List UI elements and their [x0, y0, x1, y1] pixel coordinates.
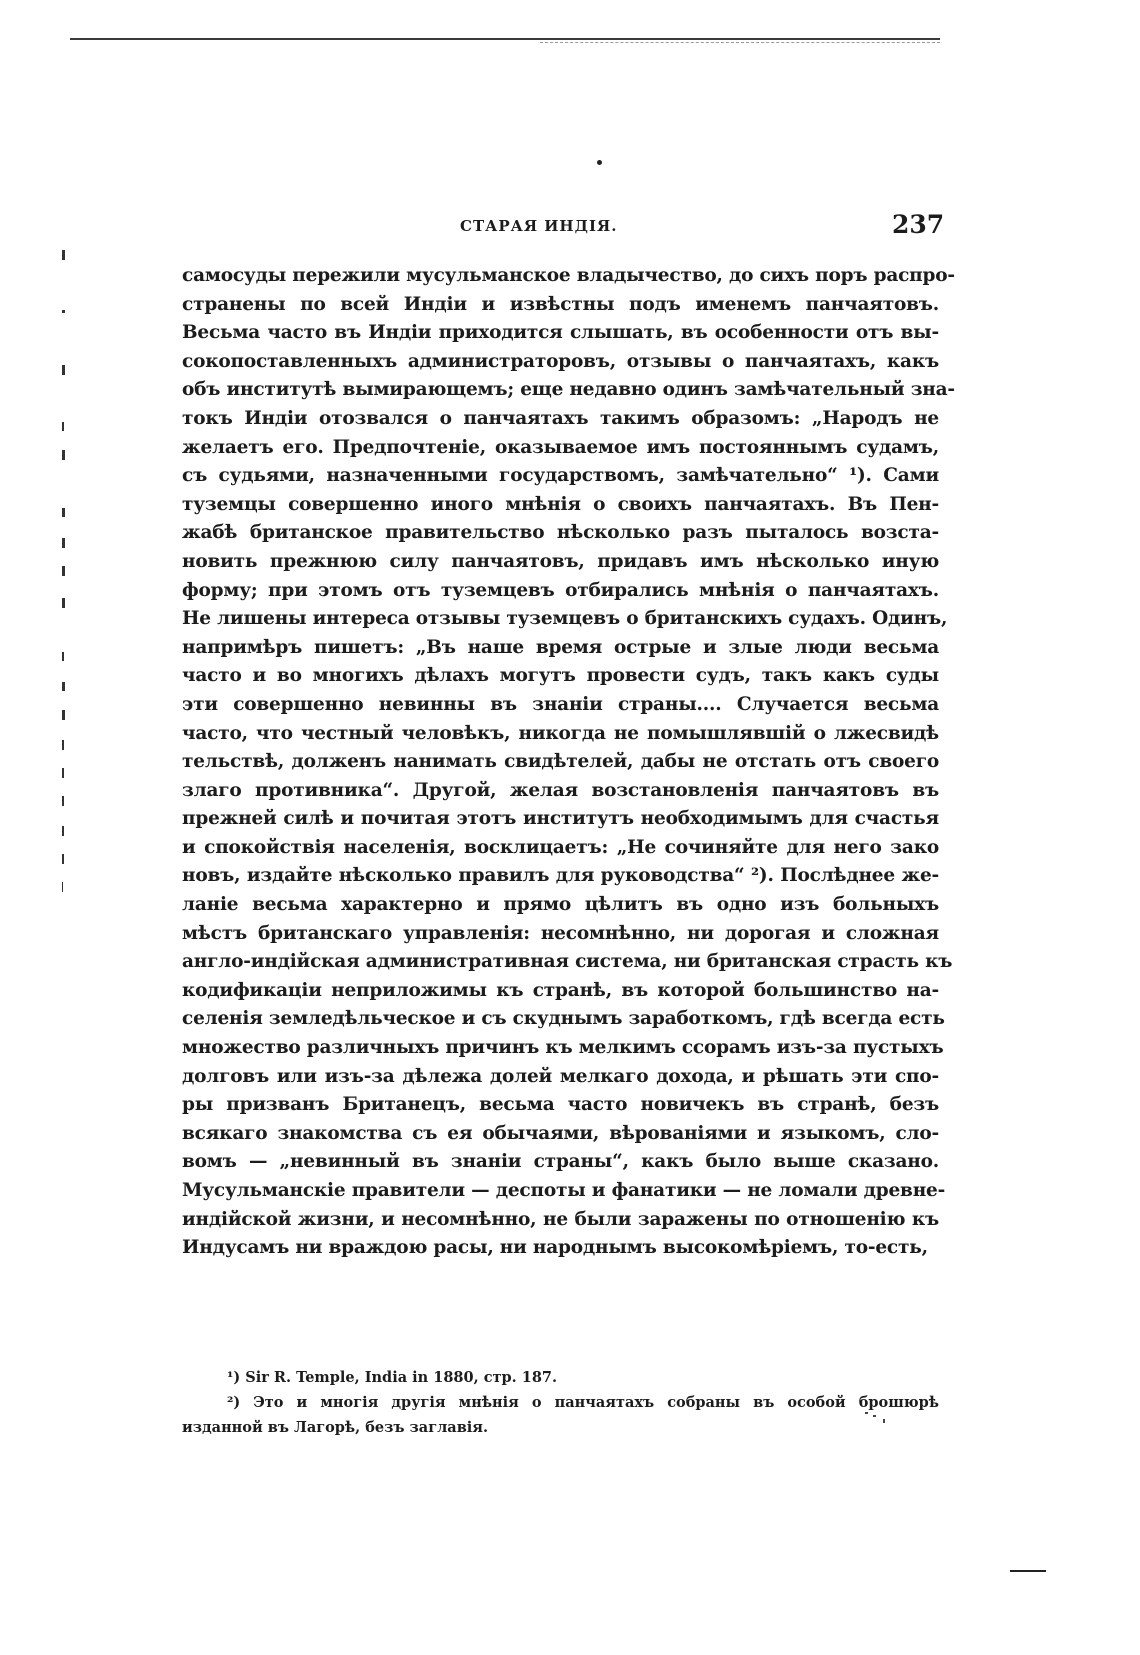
- margin-mark: [62, 598, 65, 608]
- speck: [883, 1419, 885, 1423]
- text-line: новить прежнюю силу панчаятовъ, придавъ имъ нѣсколько иную: [182, 550, 939, 572]
- text-line: сокопоставленныхъ администраторовъ, отзывы о панчаятахъ, какъ: [182, 350, 939, 372]
- text-line: и спокойствія населенія, восклицаетъ: „Не сочиняйте для него зако: [182, 836, 939, 858]
- margin-mark: [62, 882, 63, 892]
- text-line: туземцы совершенно иного мнѣнія о своихъ панчаятахъ. Въ Пен-: [182, 493, 939, 515]
- margin-mark: [62, 854, 64, 864]
- text-line: множество различныхъ причинъ къ мелкимъ ссорамъ изъ-за пустыхъ: [182, 1037, 944, 1059]
- speck: [865, 1412, 868, 1414]
- margin-mark: [62, 652, 64, 661]
- text-line: форму; при этомъ отъ туземцевъ отбирались мнѣнія о панчаятахъ.: [182, 579, 939, 601]
- top-border-rule-faint: [540, 42, 940, 43]
- footnote-1: ¹) Sir R. Temple, India in 1880, стр. 187.: [227, 1369, 558, 1386]
- text-line: индійской жизни, и несомнѣнно, не были заражены по отношенію къ: [182, 1208, 939, 1230]
- text-line: напримѣръ пишетъ: „Въ наше время острые и злые люди весьма: [182, 636, 939, 658]
- footnote-2-continuation: изданной въ Лагорѣ, безъ заглавія.: [182, 1419, 489, 1436]
- text-line: странены по всей Индіи и извѣстны подъ именемъ панчаятовъ.: [182, 293, 939, 315]
- text-line: мѣстъ британскаго управленія: несомнѣнно, ни дорогая и сложная: [182, 922, 939, 944]
- text-line: злаго противника“. Другой, желая возстановленія панчаятовъ въ: [182, 779, 939, 801]
- margin-mark: [62, 740, 64, 750]
- text-line: жабѣ британское правительство нѣсколько разъ пыталось возста-: [182, 522, 939, 544]
- margin-mark: [62, 796, 64, 806]
- margin-mark: [62, 422, 64, 431]
- margin-mark: [62, 826, 64, 836]
- text-line: ланіе весьма характерно и прямо цѣлитъ въ одно изъ больныхъ: [182, 894, 939, 916]
- footnote-2: ²) Это и многія другія мнѣнія о панчаятахъ собраны въ особой брошюрѣ: [227, 1394, 939, 1411]
- text-line: желаетъ его. Предпочтеніе, оказываемое имъ постояннымъ судамъ,: [182, 436, 939, 458]
- margin-mark: [62, 450, 65, 460]
- text-line: Весьма часто въ Индіи приходится слышать, въ особенности отъ вы-: [182, 322, 939, 344]
- text-line: самосуды пережили мусульманское владычество, до сихъ поръ распро-: [182, 265, 955, 286]
- text-line: часто, что честный человѣкъ, никогда не помышлявшій о лжесвидѣ: [182, 722, 939, 744]
- text-line: селенія земледѣльческое и съ скуднымъ заработкомъ, гдѣ всегда есть: [182, 1008, 945, 1030]
- text-line: долговъ или изъ-за дѣлежа долей мелкаго дохода, и рѣшать эти спо-: [182, 1065, 939, 1087]
- text-line: часто и во многихъ дѣлахъ могутъ провести судъ, такъ какъ суды: [182, 665, 939, 687]
- running-title: СТАРАЯ ИНДІЯ.: [460, 217, 618, 235]
- margin-mark: [62, 310, 65, 313]
- edge-mark: [1010, 1570, 1046, 1572]
- margin-mark: [62, 682, 65, 691]
- speck: [873, 1415, 876, 1417]
- text-line: прежней силѣ и почитая этотъ институтъ необходимымъ для счастья: [182, 808, 939, 830]
- text-line: новъ, издайте нѣсколько правилъ для руководства“ ²). Послѣднее же-: [182, 865, 939, 887]
- margin-mark: [62, 566, 65, 576]
- text-line: всякаго знакомства съ ея обычаями, вѣрованіями и языкомъ, сло-: [182, 1122, 939, 1144]
- text-line: объ институтѣ вымирающемъ; еще недавно одинъ замѣчательный зна-: [182, 379, 955, 401]
- margin-mark: [62, 710, 65, 720]
- text-line: эти совершенно невинны въ знаніи страны.... Случается весьма: [182, 693, 939, 715]
- text-line: Не лишены интереса отзывы туземцевъ о британскихъ судахъ. Одинъ,: [182, 608, 948, 630]
- footnotes: [182, 1365, 939, 1440]
- text-line: англо-индійская административная система, ни британская страсть къ: [182, 951, 953, 973]
- top-border-rule: [70, 38, 940, 40]
- text-line: Индусамъ ни враждою расы, ни народнымъ высокомѣріемъ, то-есть,: [182, 1237, 928, 1259]
- left-margin-marks: [62, 250, 74, 910]
- margin-mark: [62, 250, 65, 260]
- text-line: вомъ — „невинный въ знаніи страны“, какъ было выше сказано.: [182, 1151, 939, 1173]
- margin-mark: [62, 768, 64, 778]
- text-line: съ судьями, назначенными государствомъ, замѣчательно“ ¹). Сами: [182, 465, 939, 487]
- text-line: тельствѣ, долженъ нанимать свидѣтелей, дабы не отстать отъ своего: [182, 751, 939, 773]
- margin-mark: [62, 365, 65, 375]
- text-line: кодификаціи неприложимы къ странѣ, въ которой большинство на-: [182, 979, 939, 1001]
- margin-mark: [62, 538, 65, 548]
- text-line: Мусульманскіе правители — деспоты и фанатики — не ломали древне-: [182, 1180, 946, 1201]
- text-line: токъ Индіи отозвался о панчаятахъ такимъ образомъ: „Народъ не: [182, 407, 939, 429]
- ink-dot: [597, 160, 602, 165]
- margin-mark: [62, 508, 65, 517]
- page-number: 237: [892, 210, 945, 239]
- body-text: [182, 262, 955, 1263]
- text-line: ры призванъ Британецъ, весьма часто новичекъ въ странѣ, безъ: [182, 1094, 939, 1116]
